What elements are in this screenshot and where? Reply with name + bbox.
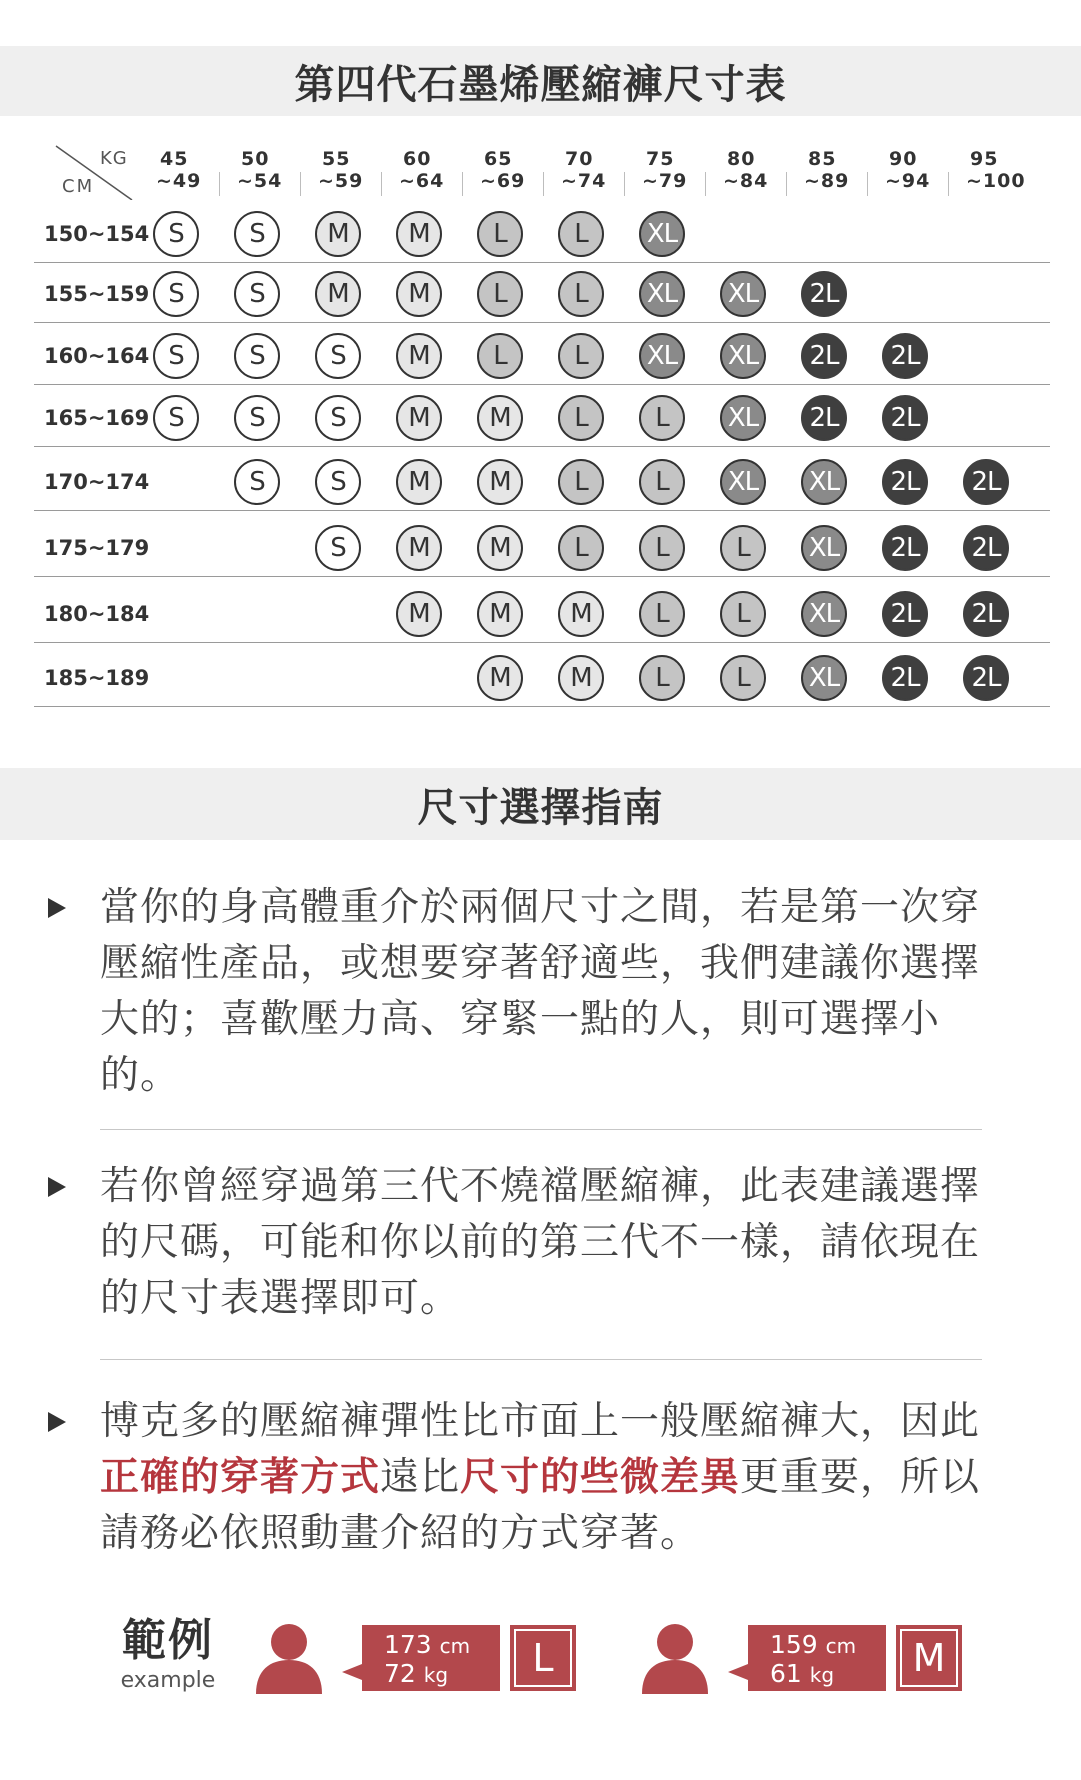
size-badge-xl: XL	[801, 591, 847, 637]
column-separator	[705, 172, 706, 196]
size-badge-m: M	[477, 525, 523, 571]
height-range-label: 175~179	[44, 536, 150, 560]
size-badge-2l: 2L	[882, 333, 928, 379]
height-range-label: 165~169	[44, 406, 150, 430]
size-badge-l: L	[558, 395, 604, 441]
weight-unit: kg	[809, 1663, 835, 1687]
weight-range-to: ~54	[237, 170, 283, 192]
size-badge-l: L	[477, 271, 523, 317]
size-badge-s: S	[234, 211, 280, 257]
size-badge-s: S	[153, 395, 199, 441]
row-divider	[34, 576, 1050, 577]
size-badge-l: L	[477, 333, 523, 379]
weight-range-to: ~100	[966, 170, 1026, 192]
size-chart-table	[34, 130, 1050, 720]
size-badge-l: L	[639, 459, 685, 505]
row-divider	[34, 510, 1050, 511]
size-badge-s: S	[234, 271, 280, 317]
size-badge-xl: XL	[720, 459, 766, 505]
size-badge-m: M	[396, 271, 442, 317]
size-badge-s: S	[315, 525, 361, 571]
weight-range-to: ~84	[723, 170, 769, 192]
size-badge-s: S	[234, 395, 280, 441]
size-badge-2l: 2L	[882, 591, 928, 637]
example-label-zh: 範例	[122, 1615, 214, 1666]
bullet-triangle-icon	[48, 898, 66, 918]
weight-range-from: 65	[484, 148, 513, 170]
weight-range-header	[399, 148, 479, 192]
weight-range-to: ~59	[318, 170, 364, 192]
weight-range-to: ~74	[561, 170, 607, 192]
column-separator	[867, 172, 868, 196]
example-1-size: L	[514, 1629, 572, 1687]
size-badge-l: L	[558, 271, 604, 317]
size-badge-m: M	[558, 591, 604, 637]
size-badge-s: S	[153, 271, 199, 317]
size-badge-2l: 2L	[801, 395, 847, 441]
size-badge-m: M	[315, 211, 361, 257]
size-badge-xl: XL	[639, 211, 685, 257]
size-badge-m: M	[396, 333, 442, 379]
example-1-weight: 72	[384, 1659, 416, 1688]
example-2-weight: 61	[770, 1659, 802, 1688]
column-separator	[948, 172, 949, 196]
size-badge-2l: 2L	[882, 459, 928, 505]
size-badge-xl: XL	[720, 333, 766, 379]
height-unit: cm	[825, 1634, 857, 1658]
weight-range-header	[480, 148, 560, 192]
size-badge-xl: XL	[801, 525, 847, 571]
size-badge-l: L	[639, 395, 685, 441]
column-separator	[219, 172, 220, 196]
size-badge-m: M	[396, 459, 442, 505]
weight-range-header	[885, 148, 965, 192]
size-badge-l: L	[639, 591, 685, 637]
weight-range-from: 85	[808, 148, 837, 170]
size-badge-m: M	[396, 211, 442, 257]
size-badge-s: S	[315, 459, 361, 505]
size-badge-m: M	[396, 525, 442, 571]
size-badge-2l: 2L	[882, 655, 928, 701]
row-divider	[34, 262, 1050, 263]
example-2-size: M	[900, 1629, 958, 1687]
weight-range-header	[561, 148, 641, 192]
size-badge-s: S	[153, 211, 199, 257]
size-badge-m: M	[558, 655, 604, 701]
bullet-triangle-icon	[48, 1177, 66, 1197]
size-badge-m: M	[477, 395, 523, 441]
weight-range-header	[642, 148, 722, 192]
size-badge-l: L	[558, 333, 604, 379]
example-2-spec	[748, 1625, 886, 1691]
size-badge-l: L	[639, 655, 685, 701]
divider	[100, 1129, 982, 1130]
size-badge-m: M	[315, 271, 361, 317]
highlight-wearing-method: 正確的穿著方式	[100, 1455, 381, 1500]
weight-range-to: ~69	[480, 170, 526, 192]
guide-item-3-text: 遠比	[380, 1455, 461, 1500]
size-badge-2l: 2L	[963, 525, 1009, 571]
page-title: 第四代石墨烯壓縮褲尺寸表	[0, 46, 1081, 116]
weight-range-from: 55	[322, 148, 351, 170]
divider	[100, 1359, 982, 1360]
size-badge-2l: 2L	[882, 525, 928, 571]
height-unit: cm	[439, 1634, 471, 1658]
row-divider	[34, 706, 1050, 707]
column-separator	[381, 172, 382, 196]
weight-range-from: 45	[160, 148, 189, 170]
guide-item-1: 當你的身高體重介於兩個尺寸之間，若是第一次穿壓縮性產品，或想要穿著舒適些，我們建議你選擇大的；喜歡壓力高、穿緊一點的人，則可選擇小的。	[100, 885, 981, 1098]
column-separator	[624, 172, 625, 196]
size-badge-l: L	[720, 591, 766, 637]
size-badge-2l: 2L	[963, 655, 1009, 701]
person-icon	[640, 1622, 710, 1694]
size-badge-s: S	[153, 333, 199, 379]
weight-range-header	[723, 148, 803, 192]
weight-axis-label: KG	[100, 148, 128, 169]
height-range-label: 160~164	[44, 344, 150, 368]
weight-range-from: 60	[403, 148, 432, 170]
column-separator	[462, 172, 463, 196]
size-badge-l: L	[558, 459, 604, 505]
guide-item-3	[100, 1394, 1000, 1562]
weight-range-to: ~79	[642, 170, 688, 192]
guide-item-2: 若你曾經穿過第三代不燒襠壓縮褲，此表建議選擇的尺碼，可能和你以前的第三代不一樣，請依現在的尺寸表選擇即可。	[100, 1164, 981, 1321]
size-badge-m: M	[396, 591, 442, 637]
height-range-label: 150~154	[44, 222, 150, 246]
weight-range-header	[318, 148, 398, 192]
callout-pointer	[728, 1664, 748, 1680]
weight-range-to: ~94	[885, 170, 931, 192]
size-badge-xl: XL	[720, 395, 766, 441]
weight-range-header	[966, 148, 1046, 192]
column-separator	[300, 172, 301, 196]
highlight-size-difference: 尺寸的些微差異	[460, 1455, 741, 1500]
size-badge-m: M	[477, 591, 523, 637]
size-badge-l: L	[477, 211, 523, 257]
height-axis-label: CM	[62, 176, 95, 197]
column-separator	[543, 172, 544, 196]
weight-range-from: 90	[889, 148, 918, 170]
example-label-en: example	[120, 1668, 216, 1693]
example-2-size-badge	[896, 1625, 962, 1691]
weight-range-from: 80	[727, 148, 756, 170]
size-badge-2l: 2L	[801, 271, 847, 317]
row-divider	[34, 384, 1050, 385]
column-separator	[786, 172, 787, 196]
weight-range-header	[156, 148, 236, 192]
size-badge-l: L	[720, 655, 766, 701]
weight-range-header	[237, 148, 317, 192]
weight-range-to: ~89	[804, 170, 850, 192]
weight-range-from: 70	[565, 148, 594, 170]
height-range-label: 170~174	[44, 470, 150, 494]
example-1-height: 173	[384, 1630, 432, 1659]
example-2-height: 159	[770, 1630, 818, 1659]
size-badge-s: S	[315, 395, 361, 441]
example-1-spec	[362, 1625, 500, 1691]
weight-range-from: 75	[646, 148, 675, 170]
guide-item-3-text: 更重要，所以請務必依照動畫介紹的方式穿著。	[100, 1455, 981, 1556]
size-badge-xl: XL	[801, 459, 847, 505]
row-divider	[34, 322, 1050, 323]
table-corner	[34, 130, 144, 200]
example-1-size-badge	[510, 1625, 576, 1691]
weight-range-from: 50	[241, 148, 270, 170]
size-badge-m: M	[477, 459, 523, 505]
height-range-label: 155~159	[44, 282, 150, 306]
size-badge-m: M	[477, 655, 523, 701]
size-badge-2l: 2L	[963, 459, 1009, 505]
weight-range-to: ~64	[399, 170, 445, 192]
bullet-triangle-icon	[48, 1412, 66, 1432]
size-badge-l: L	[558, 525, 604, 571]
size-badge-xl: XL	[639, 333, 685, 379]
size-badge-2l: 2L	[882, 395, 928, 441]
size-badge-2l: 2L	[801, 333, 847, 379]
size-badge-s: S	[234, 333, 280, 379]
size-badge-l: L	[558, 211, 604, 257]
size-badge-2l: 2L	[963, 591, 1009, 637]
size-badge-l: L	[639, 525, 685, 571]
callout-pointer	[342, 1664, 362, 1680]
height-range-label: 180~184	[44, 602, 150, 626]
weight-range-to: ~49	[156, 170, 202, 192]
size-badge-l: L	[720, 525, 766, 571]
guide-title: 尺寸選擇指南	[0, 768, 1081, 840]
size-badge-m: M	[396, 395, 442, 441]
weight-range-from: 95	[970, 148, 999, 170]
row-divider	[34, 446, 1050, 447]
example-label	[118, 1615, 218, 1695]
person-icon	[254, 1622, 324, 1694]
height-range-label: 185~189	[44, 666, 150, 690]
weight-range-header	[804, 148, 884, 192]
size-badge-xl: XL	[720, 271, 766, 317]
weight-unit: kg	[423, 1663, 449, 1687]
guide-item-3-text: 博克多的壓縮褲彈性比市面上一般壓縮褲大，因此	[100, 1399, 981, 1444]
size-badge-xl: XL	[639, 271, 685, 317]
size-badge-xl: XL	[801, 655, 847, 701]
size-badge-s: S	[234, 459, 280, 505]
row-divider	[34, 642, 1050, 643]
size-badge-s: S	[315, 333, 361, 379]
